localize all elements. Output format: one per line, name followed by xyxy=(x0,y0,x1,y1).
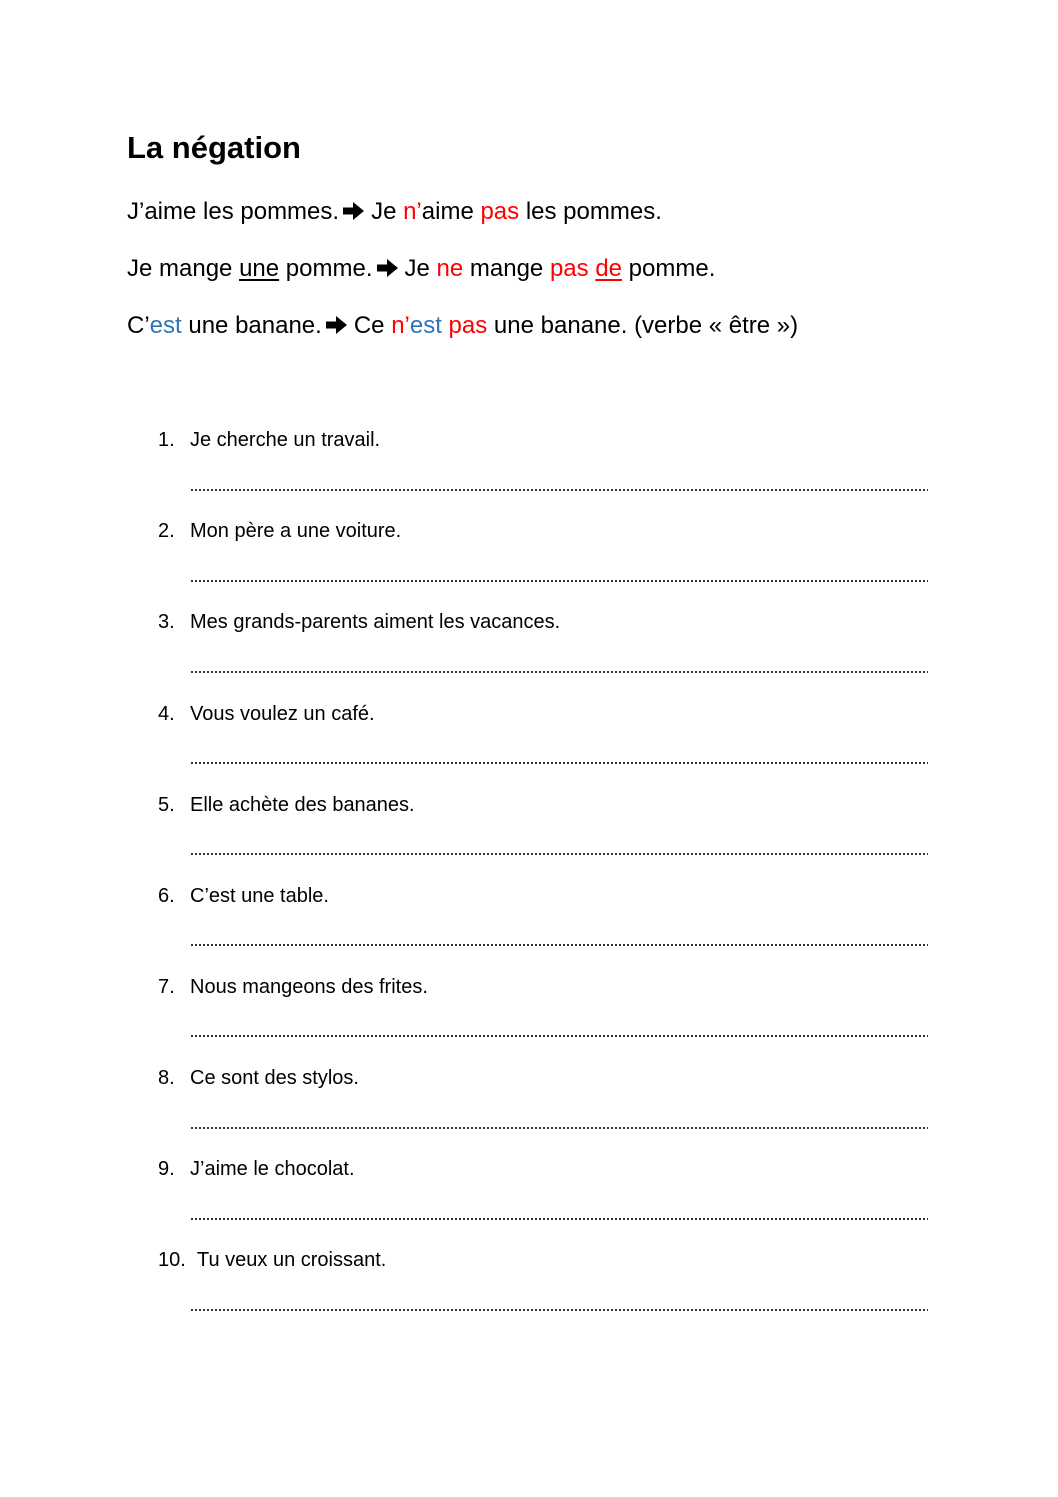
answer-line[interactable] xyxy=(190,1218,928,1220)
right-arrow-icon xyxy=(377,258,399,278)
exercise-sentence: Nous mangeons des frites. xyxy=(190,976,428,998)
answer-line[interactable] xyxy=(190,1035,928,1037)
negation-de: de xyxy=(595,255,623,282)
right-arrow-icon xyxy=(326,315,348,335)
example-rest: une banane. (verbe « être ») xyxy=(487,312,799,339)
answer-line[interactable] xyxy=(190,489,928,491)
example-negative-start: Je xyxy=(371,198,404,225)
answer-line[interactable] xyxy=(190,944,928,946)
exercise-sentence: Je cherche un travail. xyxy=(190,429,381,451)
negation-ne: ne xyxy=(436,255,464,282)
page-title: La négation xyxy=(127,130,301,165)
example-affirmative-rest: pomme. xyxy=(279,255,373,282)
example-affirmative-start: C’ xyxy=(127,312,150,339)
article-une: une xyxy=(239,255,280,282)
exercise-sentence: Mes grands-parents aiment les vacances. xyxy=(190,611,561,633)
example-affirmative: J’aime les pommes. xyxy=(127,198,340,225)
example-verb: aime xyxy=(421,198,481,225)
answer-line[interactable] xyxy=(190,580,928,582)
answer-line[interactable] xyxy=(190,853,928,855)
negation-pas: pas xyxy=(549,255,596,282)
exercise-number: 6. xyxy=(158,885,175,907)
exercise-sentence: Ce sont des stylos. xyxy=(190,1067,359,1089)
example-rest: les pommes. xyxy=(519,198,662,225)
exercise-sentence: Tu veux un croissant. xyxy=(197,1249,387,1271)
exercise-number: 4. xyxy=(158,703,175,725)
example-negative-start: Je xyxy=(404,255,437,282)
answer-line[interactable] xyxy=(190,762,928,764)
verb-etre: est xyxy=(149,312,182,339)
negation-pas: pas xyxy=(480,198,520,225)
exercise-number: 9. xyxy=(158,1158,175,1180)
exercise-sentence: J’aime le chocolat. xyxy=(190,1158,355,1180)
negation-ne: n’ xyxy=(403,198,422,225)
exercise-number: 7. xyxy=(158,976,175,998)
example-verb: mange xyxy=(463,255,550,282)
example-negative-start: Ce xyxy=(353,312,392,339)
example-affirmative-start: Je mange xyxy=(127,255,240,282)
exercise-sentence: Mon père a une voiture. xyxy=(190,520,402,542)
negation-pas: pas xyxy=(441,312,488,339)
exercise-number: 8. xyxy=(158,1067,175,1089)
example-line-2 xyxy=(127,253,715,285)
exercise-number: 2. xyxy=(158,520,175,542)
answer-line[interactable] xyxy=(190,671,928,673)
exercise-number: 5. xyxy=(158,794,175,816)
exercise-sentence: C’est une table. xyxy=(190,885,329,907)
example-affirmative-rest: une banane. xyxy=(181,312,322,339)
example-rest: pomme. xyxy=(622,255,716,282)
answer-line[interactable] xyxy=(190,1309,928,1311)
example-line-3 xyxy=(127,310,798,342)
exercise-sentence: Elle achète des bananes. xyxy=(190,794,415,816)
exercise-number: 1. xyxy=(158,429,175,451)
answer-line[interactable] xyxy=(190,1127,928,1129)
right-arrow-icon xyxy=(343,201,365,221)
verb-etre: est xyxy=(409,312,442,339)
exercise-sentence: Vous voulez un café. xyxy=(190,703,375,725)
exercise-number: 10. xyxy=(158,1249,186,1271)
example-line-1 xyxy=(127,196,662,228)
negation-ne: n’ xyxy=(391,312,410,339)
exercise-number: 3. xyxy=(158,611,175,633)
